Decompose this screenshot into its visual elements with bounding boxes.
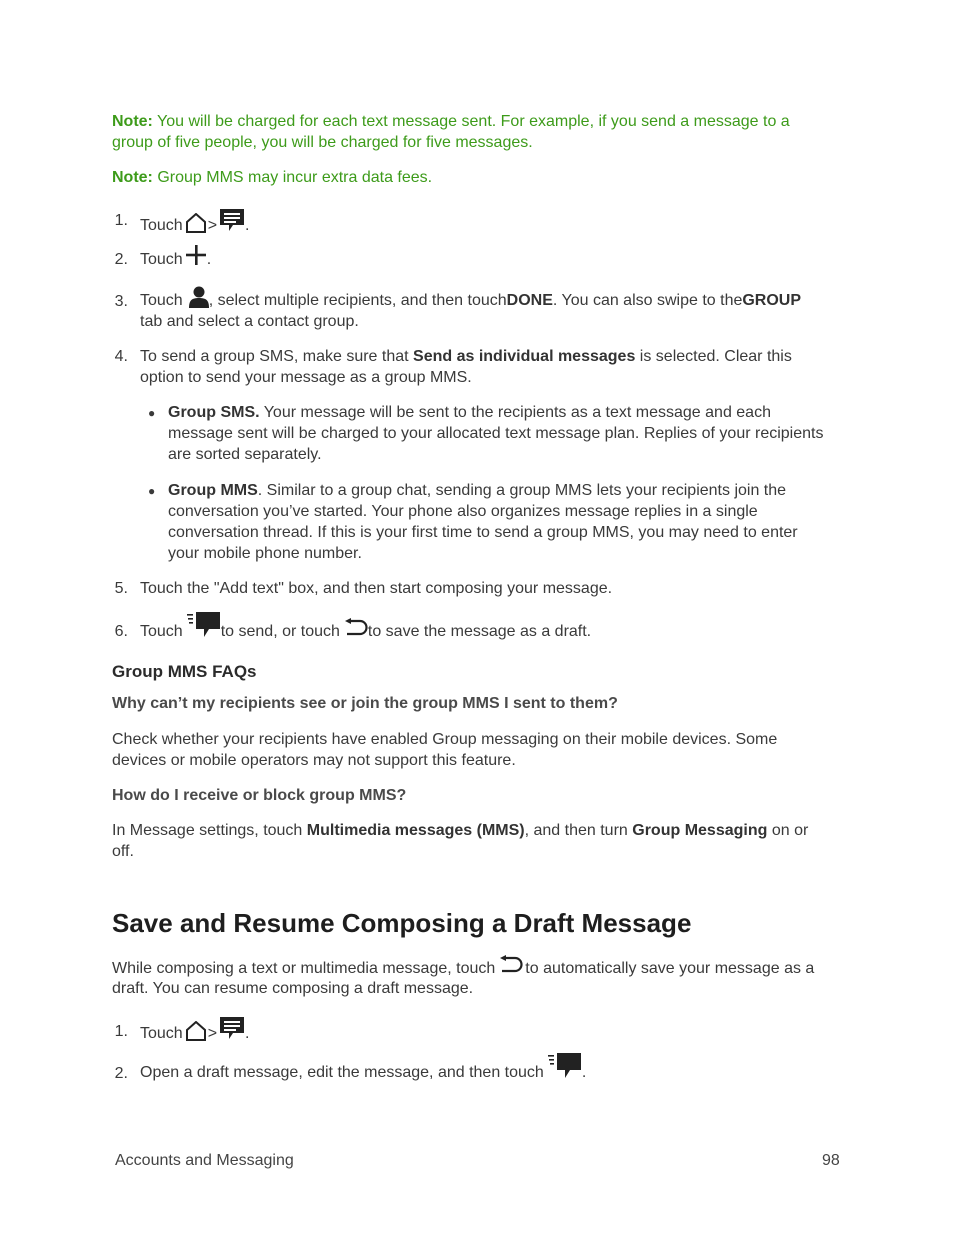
plus-icon (185, 244, 207, 266)
step-1 (140, 204, 250, 236)
faq-answer-text: , and then turn (524, 822, 633, 839)
bullet-text: conversation thread. If this is your first time to send a group MMS, you may need to enter (168, 524, 798, 541)
home-icon (185, 213, 207, 233)
note-label: Note: (112, 169, 153, 186)
person-icon (189, 286, 209, 308)
bullet-text: your mobile phone number. (168, 545, 362, 562)
faq-answer: devices or mobile operators may not support this feature. (112, 752, 516, 769)
step-number: 2. (114, 1065, 128, 1082)
step-text: Touch (140, 1025, 183, 1042)
step-3 (140, 283, 850, 311)
faq-question: How do I receive or block group MMS? (112, 787, 407, 804)
section-intro (112, 951, 814, 979)
faq-heading: Group MMS FAQs (112, 662, 257, 681)
faq-question: Why can’t my recipients see or join the group MMS I sent to them? (112, 695, 618, 712)
mms-setting-label: Multimedia messages (MMS) (306, 822, 525, 839)
back-icon (499, 955, 523, 977)
bullet-title: Group MMS (168, 482, 258, 499)
group-messaging-label: Group Messaging (632, 822, 768, 839)
step-text: . You can also swipe to the (552, 292, 743, 309)
step-text: Open a draft message, edit the message, and then touch (140, 1064, 544, 1081)
send-icon (187, 611, 221, 639)
step-text: to send, or touch (220, 623, 340, 640)
page-number: 98 (822, 1152, 840, 1169)
step-text: , select multiple recipients, and then touch (208, 292, 507, 309)
step-text: > (207, 1025, 218, 1042)
step-text: Touch (140, 217, 183, 234)
note-charges (112, 111, 832, 153)
note-text: Group MMS may incur extra data fees. (152, 169, 433, 186)
step-number: 3. (114, 293, 128, 310)
step-text: . (245, 1025, 250, 1042)
step-text: to save the message as a draft. (367, 623, 592, 640)
step-text: option to send your message as a group MMS. (140, 369, 472, 386)
faq-answer: Check whether your recipients have enabled Group messaging on their mobile devices. Some (112, 731, 778, 748)
step-text: Touch (140, 623, 183, 640)
step-text: To send a group SMS, make sure that (140, 348, 414, 365)
bullet-text: message sent will be charged to your allocated text message plan. Replies of your recipients (168, 425, 824, 442)
step-text: . (245, 217, 250, 234)
intro-text: While composing a text or multimedia message, touch (112, 960, 496, 977)
back-icon (344, 618, 368, 640)
intro-text: to automatically save your message as a (525, 960, 815, 977)
step-text: is selected. Clear this (635, 348, 792, 365)
bullet-text: are sorted separately. (168, 446, 322, 463)
bullet-text: . Similar to a group chat, sending a group MMS lets your recipients join the (257, 482, 787, 499)
step-2 (140, 244, 211, 270)
step-text: . (206, 251, 212, 268)
step-number: 4. (114, 348, 128, 365)
step-text: Touch the "Add text" box, and then start composing your message. (140, 580, 613, 597)
bullet-dot: ● (148, 484, 156, 498)
step-text: . (581, 1064, 587, 1081)
bullet-group-sms (168, 402, 771, 423)
bullet-group-mms (168, 480, 786, 501)
messages-icon (219, 1016, 245, 1042)
step-number: 1. (114, 212, 128, 229)
faq-answer (112, 820, 808, 841)
note-data-fees (112, 167, 432, 188)
draft-step-1 (140, 1012, 250, 1044)
bullet-text: Your message will be sent to the recipients as a text message and each (259, 404, 771, 421)
home-icon (185, 1021, 207, 1041)
bullet-title: Group SMS. (168, 404, 260, 421)
step-6 (140, 612, 591, 642)
section-title: Save and Resume Composing a Draft Message (112, 908, 692, 938)
step-number: 1. (114, 1023, 128, 1040)
intro-text: draft. You can resume composing a draft message. (112, 980, 474, 997)
done-label: DONE (506, 292, 553, 309)
step-number: 6. (114, 623, 128, 640)
step-number: 5. (114, 580, 128, 597)
note-label: Note: (112, 113, 153, 130)
send-individual-label: Send as individual messages (413, 348, 636, 365)
step-text: Touch (140, 292, 183, 309)
step-text: > (207, 217, 218, 234)
step-number: 2. (114, 251, 128, 268)
faq-answer-text: on or (767, 822, 809, 839)
bullet-dot: ● (148, 406, 156, 420)
footer-section-name: Accounts and Messaging (115, 1152, 294, 1169)
step-text: tab and select a contact group. (140, 313, 359, 330)
faq-answer-text: In Message settings, touch (112, 822, 307, 839)
messages-icon (219, 208, 245, 234)
faq-answer: off. (112, 843, 134, 860)
send-icon (548, 1052, 582, 1080)
step-4 (140, 346, 792, 367)
step-text: Touch (140, 251, 183, 268)
draft-step-2 (140, 1053, 586, 1083)
bullet-text: conversation you’ve started. Your phone also organizes message replies in a single (168, 503, 758, 520)
group-tab-label: GROUP (742, 292, 802, 309)
note-text: You will be charged for each text message sent. For example, if you send a message to a group of five people, you will be charged for five messages. (112, 113, 790, 151)
